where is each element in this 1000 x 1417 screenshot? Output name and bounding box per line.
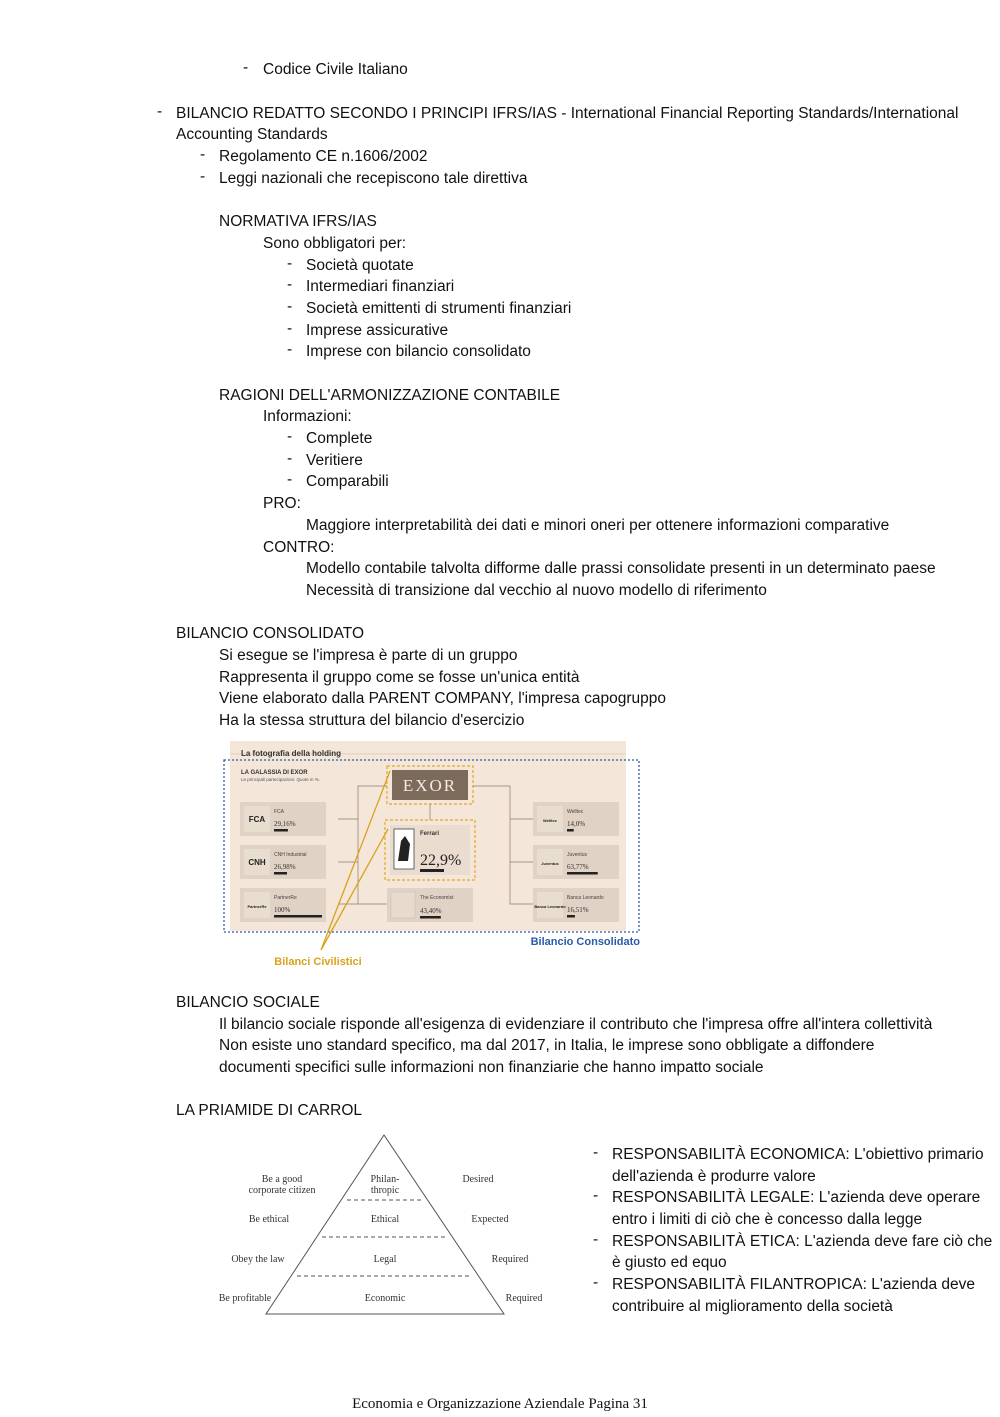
bullet-dash: - <box>593 1187 599 1204</box>
bullet-dash: - <box>287 471 293 488</box>
economist-logo <box>391 892 415 918</box>
pyramid-right-label: Required <box>491 1254 529 1265</box>
company-logo-text: Juventus <box>541 861 559 866</box>
resp-item-cont: è giusto ed equo <box>612 1254 727 1271</box>
company-name: Banca Leonardo <box>567 895 604 901</box>
pyramid-left-label: corporate citizen <box>248 1185 316 1196</box>
bullet-dash: - <box>287 255 293 272</box>
bullet-dash: - <box>287 341 293 358</box>
contro-text: Necessità di transizione dal vecchio al nuovo modello di riferimento <box>306 582 767 599</box>
company-name: Welltec <box>567 809 584 815</box>
company-name: PartnerRe <box>274 895 297 901</box>
list-item: Comparabili <box>306 473 389 490</box>
bullet-dash: - <box>287 450 293 467</box>
list-item: Intermediari finanziari <box>306 278 455 295</box>
bullet-dash: - <box>287 276 293 293</box>
consolidato-line: Rappresenta il gruppo come se fosse un'unica entità <box>219 669 580 686</box>
pyramid-left-label: Be a good <box>261 1174 303 1185</box>
text-leggi: Leggi nazionali che recepiscono tale direttiva <box>219 170 528 187</box>
pyramid-right-label: Expected <box>471 1214 509 1225</box>
bullet-dash: - <box>287 428 293 445</box>
company-share: 14,0% <box>567 820 586 828</box>
consolidato-line: Viene elaborato dalla PARENT COMPANY, l'impresa capogruppo <box>219 690 666 707</box>
label-consolidato: Bilancio Consolidato <box>530 936 640 948</box>
company-share-bar <box>274 872 287 875</box>
sociale-line: documenti specifici sulle informazioni non finanziarie che hanno impatto sociale <box>219 1059 764 1076</box>
company-share-bar <box>567 915 575 918</box>
company-share-bar <box>567 829 574 832</box>
bullet-dash: - <box>593 1231 599 1248</box>
bullet-dash: - <box>287 298 293 315</box>
consolidato-title: BILANCIO CONSOLIDATO <box>176 625 365 642</box>
pyramid-level-label: Philan- <box>370 1174 400 1185</box>
galassia-sub: Le principali partecipazioni. Quote in %. <box>241 777 321 782</box>
list-item: Complete <box>306 430 373 447</box>
consolidato-line: Ha la stessa struttura del bilancio d'esercizio <box>219 712 525 729</box>
bullet-dash: - <box>243 59 249 76</box>
resp-item: RESPONSABILITÀ FILANTROPICA: L'azienda deve <box>612 1276 976 1293</box>
bullet-dash: - <box>200 146 206 163</box>
right-cards <box>533 802 619 922</box>
pyramid-left-label: Be ethical <box>248 1214 290 1225</box>
exor-logo: EXOR <box>402 776 458 795</box>
normativa-title: NORMATIVA IFRS/IAS <box>219 213 377 230</box>
company-share: 63,77% <box>567 863 589 871</box>
economist-bar <box>420 916 441 919</box>
left-cards <box>240 802 326 922</box>
resp-item-cont: dell'azienda è produrre valore <box>612 1168 816 1185</box>
text-codice: Codice Civile Italiano <box>263 61 408 78</box>
pyramid-left-label: Be profitable <box>218 1293 272 1304</box>
ifrs-title-cont: Accounting Standards <box>176 126 328 143</box>
pyramid-level-label: Ethical <box>370 1214 400 1225</box>
company-share: 16,51% <box>567 906 589 914</box>
company-share-bar <box>274 829 288 832</box>
sociale-line: Il bilancio sociale risponde all'esigenza di evidenziare il contributo che l'impresa offre all'intera collettività <box>219 1016 933 1033</box>
resp-item: RESPONSABILITÀ LEGALE: L'azienda deve operare <box>612 1189 981 1206</box>
economist-name: The Economist <box>420 895 454 901</box>
pyramid-level-label: Economic <box>364 1293 406 1304</box>
sociale-line: Non esiste uno standard specifico, ma dal 2017, in Italia, le imprese sono obbligate a diffondere <box>219 1037 875 1054</box>
pyramid-right-label: Required <box>505 1293 543 1304</box>
pro-text: Maggiore interpretabilità dei dati e minori oneri per ottenere informazioni comparative <box>306 517 890 534</box>
company-logo-text: Welltec <box>543 818 557 823</box>
consolidato-line: Si esegue se l'impresa è parte di un gruppo <box>219 647 518 664</box>
resp-item-cont: entro i limiti di ciò che è concesso dalla legge <box>612 1211 923 1228</box>
economist-value: 43,40% <box>420 907 442 915</box>
pro-label: PRO: <box>263 495 301 512</box>
ferrari-name: Ferrari <box>420 831 440 837</box>
text-regolamento: Regolamento CE n.1606/2002 <box>219 148 428 165</box>
list-item: Società quotate <box>306 257 414 274</box>
resp-item: RESPONSABILITÀ ECONOMICA: L'obiettivo primario <box>612 1146 984 1163</box>
sociale-title: BILANCIO SOCIALE <box>176 994 320 1011</box>
company-share: 26,98% <box>274 863 296 871</box>
ragioni-title: RAGIONI DELL'ARMONIZZAZIONE CONTABILE <box>219 387 561 404</box>
resp-item-cont: contribuire al miglioramento della società <box>612 1298 893 1315</box>
bullet-dash: - <box>200 168 206 185</box>
company-logo-text: Banca Leonardo <box>534 904 566 909</box>
company-logo-text: CNH <box>248 858 266 867</box>
ferrari-bar <box>420 869 444 872</box>
pyramid-left-label: Obey the law <box>231 1254 285 1265</box>
bullet-dash: - <box>157 103 163 120</box>
ifrs-title: BILANCIO REDATTO SECONDO I PRINCIPI IFRS/IAS - International Financial Reporting Standards/International <box>176 105 959 122</box>
carroll-pyramid-figure <box>212 1130 552 1320</box>
list-item: Imprese assicurative <box>306 322 449 339</box>
carrol-title: LA PRIAMIDE DI CARROL <box>176 1102 363 1119</box>
company-logo-text: FCA <box>248 815 266 824</box>
ragioni-info: Informazioni: <box>263 408 352 425</box>
pyramid-right-label: Desired <box>462 1174 494 1185</box>
company-name: FCA <box>274 809 284 815</box>
bullet-dash: - <box>593 1274 599 1291</box>
company-logo-text: PartnerRe <box>247 904 267 909</box>
bullet-dash: - <box>287 320 293 337</box>
contro-label: CONTRO: <box>263 539 335 556</box>
label-civilistici: Bilanci Civilistici <box>274 956 362 968</box>
galassia-title: LA GALASSIA DI EXOR <box>241 770 308 776</box>
company-share-bar <box>567 872 598 875</box>
company-name: CNH Industrial <box>274 852 307 858</box>
page-footer: Economia e Organizzazione Aziendale Pagina 31 <box>352 1396 648 1412</box>
resp-item: RESPONSABILITÀ ETICA: L'azienda deve fare ciò che <box>612 1233 993 1250</box>
normativa-intro: Sono obbligatori per: <box>263 235 407 252</box>
ferrari-value: 22,9% <box>420 852 462 869</box>
company-share: 29,16% <box>274 820 296 828</box>
list-item: Veritiere <box>306 452 363 469</box>
exor-holding-figure <box>222 741 642 973</box>
pyramid-level-label: thropic <box>370 1185 400 1196</box>
holding-header: La fotografia della holding <box>241 749 341 758</box>
bullet-dash: - <box>593 1144 599 1161</box>
company-name: Juventus <box>567 852 588 858</box>
list-item: Imprese con bilancio consolidato <box>306 343 531 360</box>
company-share: 100% <box>274 906 291 914</box>
pyramid-level-label: Legal <box>373 1254 397 1265</box>
list-item: Società emittenti di strumenti finanziari <box>306 300 572 317</box>
contro-text: Modello contabile talvolta difforme dalle prassi consolidate presenti in un determinato paese <box>306 560 936 577</box>
company-share-bar <box>274 915 322 918</box>
